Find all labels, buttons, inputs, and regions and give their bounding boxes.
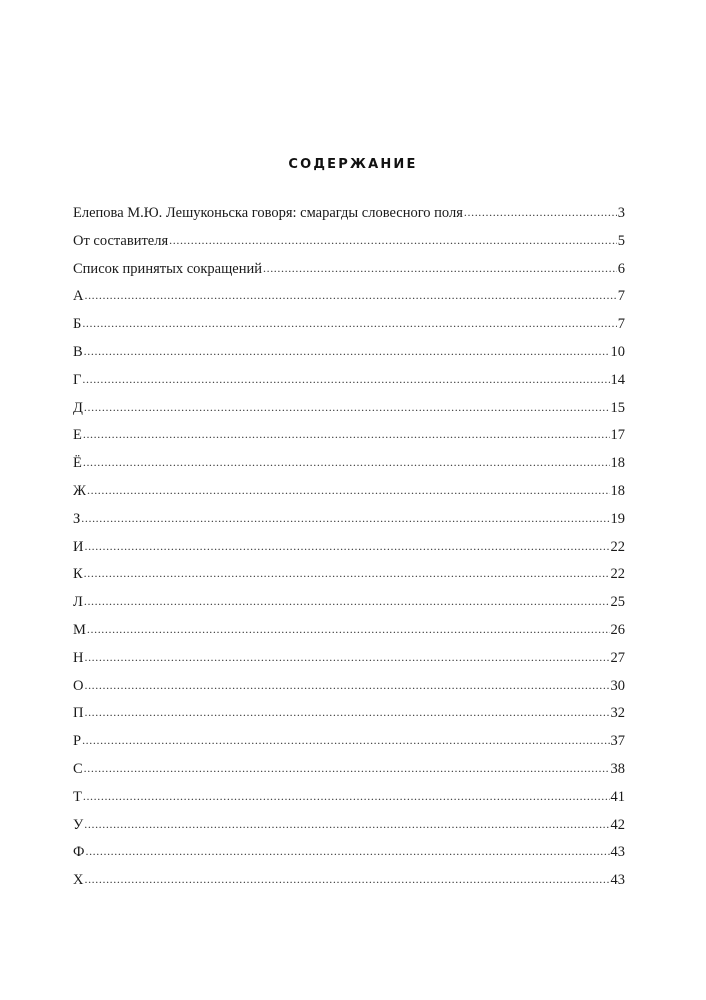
toc-entry-label: От составителя [73, 232, 169, 249]
toc-entry [73, 478, 625, 506]
toc-entry-page-number: 14 [610, 371, 625, 388]
dot-leader [81, 506, 609, 533]
toc-entry [73, 645, 625, 673]
toc-entry-label: Н [73, 649, 84, 666]
toc-entry [73, 506, 625, 534]
toc-entry-label: Е [73, 427, 82, 444]
toc-entry-label: М [73, 621, 86, 638]
page-title: содержание [288, 151, 418, 173]
toc-entry-page-number: 25 [610, 594, 625, 611]
toc-entry-page-number: 6 [617, 260, 625, 277]
toc-entry [73, 422, 625, 450]
toc-entry-page-number: 18 [610, 482, 625, 499]
dot-leader [84, 339, 610, 366]
toc-entry [73, 589, 625, 617]
dot-leader [83, 422, 610, 449]
dot-leader [82, 367, 609, 394]
toc-entry-label: Елепова М.Ю. Лешуконьска говоря: смарагды словесного поля [73, 205, 463, 221]
toc-entry-label: Г [73, 371, 82, 388]
toc-entry [73, 311, 625, 339]
toc-entry [73, 617, 625, 645]
toc-entry-label: Л [73, 594, 83, 611]
toc-entry [73, 867, 625, 895]
dot-leader [84, 867, 609, 894]
toc-entry [73, 756, 625, 784]
dot-leader [263, 256, 617, 283]
toc-entry-page-number: 27 [610, 649, 625, 666]
dot-leader [87, 478, 610, 505]
toc-entry-label: О [73, 677, 84, 694]
toc-entry-page-number: 10 [610, 343, 625, 360]
toc-entry [73, 839, 625, 867]
toc-entry-label: Ф [73, 844, 85, 861]
dot-leader [82, 311, 616, 338]
dot-leader [84, 395, 610, 422]
toc-entry [73, 728, 625, 756]
toc-entry-label: С [73, 760, 83, 777]
toc-entry-label: Х [73, 872, 84, 889]
toc-entry-page-number: 22 [610, 566, 625, 583]
toc-entry-label: Д [73, 399, 83, 416]
dot-leader [84, 812, 609, 839]
dot-leader [82, 728, 609, 755]
toc-entry-label: А [73, 288, 84, 305]
toc-entry-page-number: 41 [610, 788, 625, 805]
toc-entry-page-number: 26 [610, 621, 625, 638]
toc-entry-label: Ё [73, 455, 82, 472]
toc-entry-label: Ж [73, 482, 86, 499]
toc-entry-label: И [73, 538, 84, 555]
dot-leader [85, 839, 609, 866]
toc-entry-page-number: 30 [610, 677, 625, 694]
toc-entry [73, 200, 625, 228]
toc-entry [73, 339, 625, 367]
toc-entry-page-number: 38 [610, 760, 625, 777]
toc-entry-page-number: 5 [617, 232, 625, 249]
toc-entry-page-number: 7 [617, 316, 625, 333]
toc-entry [73, 534, 625, 562]
dot-leader [84, 756, 610, 783]
dot-leader [84, 534, 609, 561]
toc-entry [73, 561, 625, 589]
dot-leader [464, 200, 617, 227]
dot-leader [84, 283, 616, 310]
toc-entry-page-number: 43 [610, 844, 625, 861]
toc-entry-page-number: 43 [610, 872, 625, 889]
toc-entry-page-number: 7 [617, 288, 625, 305]
toc-entry-page-number: 15 [610, 399, 625, 416]
toc-entry [73, 228, 625, 256]
toc-entry [73, 812, 625, 840]
toc-entry-page-number: 18 [610, 455, 625, 472]
toc-entry [73, 367, 625, 395]
toc-entry-page-number: 37 [610, 733, 625, 750]
toc-entry-page-number: 32 [610, 705, 625, 722]
dot-leader [84, 645, 609, 672]
toc-entry-label: Т [73, 788, 82, 805]
toc-entry-label: Р [73, 733, 82, 750]
toc-entry-page-number: 3 [617, 205, 625, 221]
toc-entry [73, 395, 625, 423]
toc-entry-label: К [73, 566, 83, 583]
toc-entry-label: В [73, 343, 83, 360]
dot-leader [84, 561, 610, 588]
toc-entry-label: П [73, 705, 84, 722]
dot-leader [84, 700, 609, 727]
toc-entry [73, 283, 625, 311]
toc-entry [73, 256, 625, 284]
toc-entry [73, 450, 625, 478]
toc-entry-page-number: 19 [610, 510, 625, 527]
toc-entry [73, 673, 625, 701]
toc-entry-label: З [73, 510, 81, 527]
toc-entry-label: Список принятых сокращений [73, 260, 262, 277]
toc-entry [73, 784, 625, 812]
dot-leader [84, 589, 610, 616]
toc-entry-page-number: 22 [610, 538, 625, 555]
dot-leader [83, 450, 610, 477]
dot-leader [83, 784, 610, 811]
toc-entry-label: У [73, 816, 84, 833]
toc-entry-page-number: 17 [610, 427, 625, 444]
table-of-contents [73, 200, 625, 895]
toc-entry [73, 700, 625, 728]
dot-leader [84, 673, 609, 700]
toc-entry-label: Б [73, 316, 82, 333]
toc-entry-page-number: 42 [610, 816, 625, 833]
dot-leader [169, 228, 617, 255]
dot-leader [87, 617, 610, 644]
